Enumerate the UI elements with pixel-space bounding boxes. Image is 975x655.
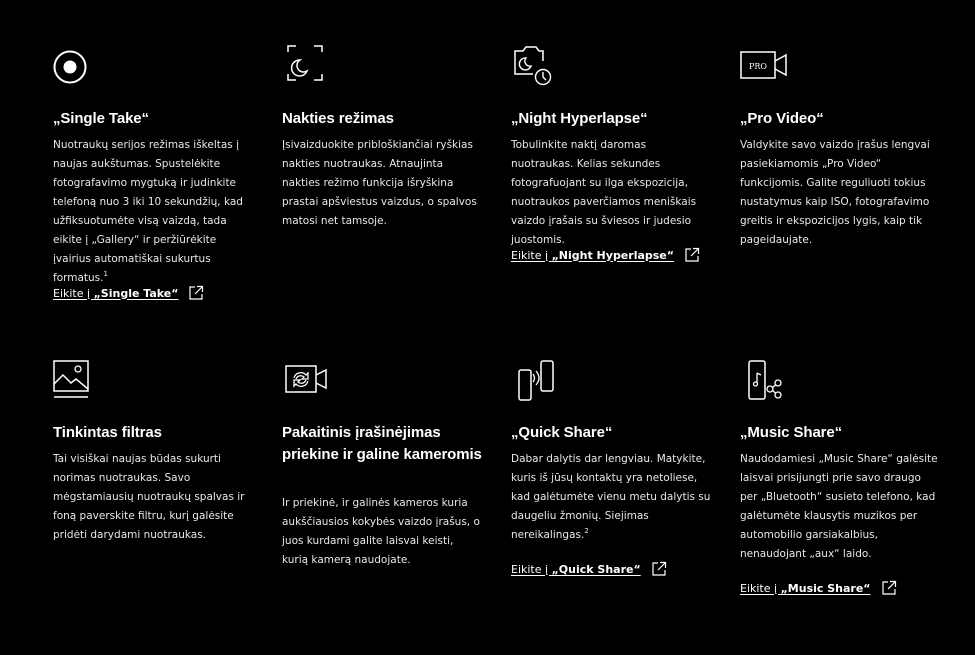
feature-description: Nuotraukų serijos režimas iškeltas į naujas aukštumas. Spustelėkite fotografavimo mygtuką ir judinkite telefoną nuo 3 iki 10 sekundžių, kad užfiksuotumėte visą vaizdą, tada eikite į „Gallery“ ir peržiūrėkite įvairius automatiškai sukurtus formatus.$^1$ <box>53 139 243 284</box>
single-take-link[interactable]: Eikite į „Single Take“ <box>53 285 204 301</box>
feature-title: Tinkintas filtras <box>53 424 162 441</box>
custom-filter-icon <box>53 360 93 404</box>
switch-camera-icon <box>282 360 322 404</box>
feature-description: Dabar dalytis dar lengviau. Matykite, kuris iš jūsų kontaktų yra netoliese, kad galėtumėte vienu metu dalytis su daugeliu žmonių. Siejimas nereikalingas.$^2$ <box>511 453 711 541</box>
feature-description: Valdykite savo vaizdo įrašus lengvai pasiekiamomis „Pro Video“ funkcijomis. Galite reguliuoti tokius nustatymus kaip ISO, fotografavimo greitis ir ekspozicijos lygis, kaip tik pageidaujate. <box>740 139 930 246</box>
night-hyperlapse-icon <box>511 46 551 90</box>
external-link-icon <box>684 247 700 263</box>
feature-title: „Music Share“ <box>740 424 843 441</box>
single-take-icon <box>53 46 93 90</box>
pro-video-icon <box>740 46 780 90</box>
footnote-marker[interactable]: 1 <box>103 269 108 278</box>
feature-title: „Pro Video“ <box>740 110 824 127</box>
feature-title: Nakties režimas <box>282 110 394 127</box>
feature-description: Naudodamiesi „Music Share“ galėsite laisvai prisijungti prie savo draugo per „Bluetooth“ susieto telefono, kad galėtumėte klausytis muzikos per automobilio garsiakalbius, nenaudojant „aux“ laido. <box>740 453 938 560</box>
footnote-marker[interactable]: 2 <box>584 526 589 535</box>
feature-title: „Quick Share“ <box>511 424 613 441</box>
night-mode-icon <box>282 46 322 90</box>
feature-title: „Single Take“ <box>53 110 149 127</box>
external-link-icon <box>881 580 897 596</box>
quick-share-link[interactable]: Eikite į „Quick Share“ <box>511 561 667 577</box>
feature-title: „Night Hyperlapse“ <box>511 110 648 127</box>
feature-description: Tai visiškai naujas būdas sukurti norimas nuotraukas. Savo mėgstamiausių nuotraukų spalvas ir foną paverskite filtru, kurį galėsite pridėti darydami nuotraukas. <box>53 453 245 541</box>
music-share-icon <box>740 360 780 404</box>
feature-title: Pakaitinis įrašinėjimas priekine ir galine kameromis <box>282 424 482 463</box>
pro-icon-label: PRO <box>749 62 767 71</box>
feature-description: Tobulinkite naktį daromas nuotraukas. Kelias sekundes fotografuojant su ilga ekspozicija, nuotraukos paverčiamos meniškais vaizdo įrašais su šviesos ir judesio juostomis. <box>511 139 697 246</box>
external-link-icon <box>188 285 204 301</box>
feature-description: Ir priekinė, ir galinės kameros kuria aukščiausios kokybės vaizdo įrašus, o juos kurdami galite laisvai keisti, kurią kamerą naudojate. <box>282 497 480 566</box>
night-hyperlapse-link[interactable]: Eikite į „Night Hyperlapse“ <box>511 247 700 263</box>
music-share-link[interactable]: Eikite į „Music Share“ <box>740 580 897 596</box>
quick-share-icon <box>511 360 551 404</box>
external-link-icon <box>651 561 667 577</box>
feature-description: Įsivaizduokite pribloškiančiai ryškias nakties nuotraukas. Atnaujinta nakties režimo funkcija išryškina prastai apšviestus vaizdus, o spalvos matosi net tamsoje. <box>282 139 477 227</box>
